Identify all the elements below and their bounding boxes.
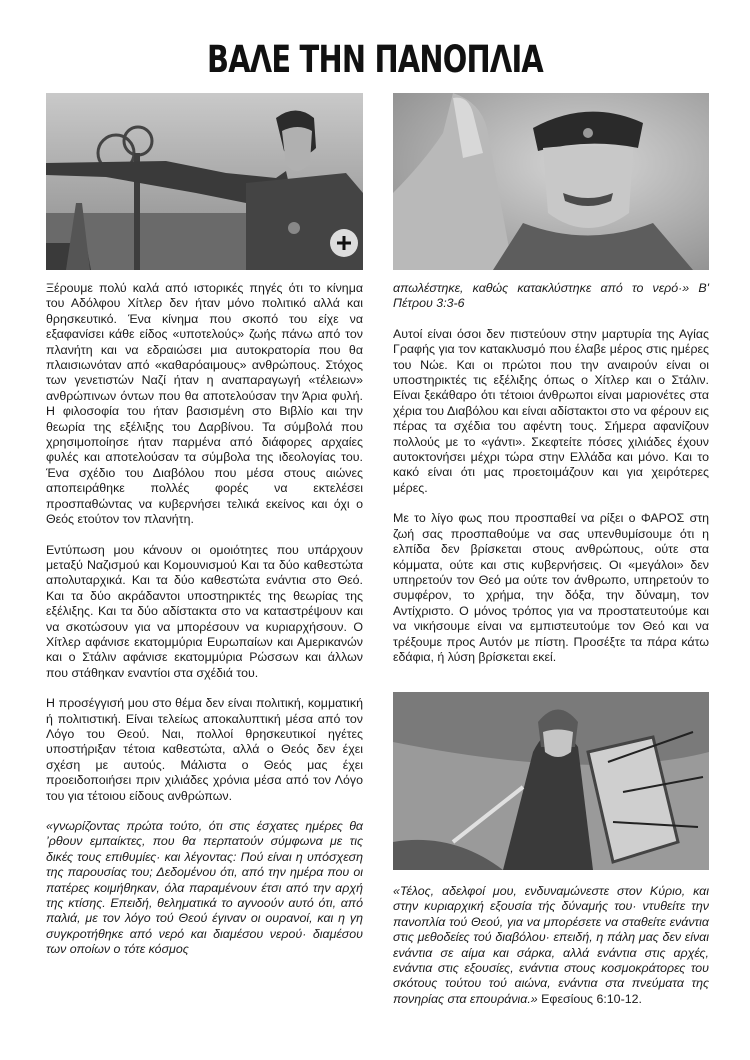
right-paragraph-2: Με το λίγο φως που προσπαθεί να ρίξει ο ΦΑΡΟΣ στη ζωή σας προσπαθούμε να σας υπενθυμίσουμε ότι η ελπίδα δεν βρίσκεται στους ανθρώπους, ούτε στα κόμματα, ούτε και στις κυβερνήσεις. Οι «μεγάλοι» δεν υπηρετούν τον Θεό μα ούτε τον άνθρωπο, υπηρετούν το συμφέρον, το χρήμα, την δόξα, την δύναμη, τον Αντίχριστο. Ο μόνος τρόπος για να προστατευτούμε και να νικήσουμε είναι να εμπιστευτούμε τον Θεό και να τρέξουμε προς Αυτόν με πίστη. Προσέξτε τα πάρα κάτω εδάφια, ή λύση βρίσκεται εκεί.	[393, 511, 709, 664]
ephesians-quote-text: «Τέλος, αδελφοί μου, ενδυναμώνεστε στον Κύριο, και στην κυριαρχική εξουσία τής δύναμής του· ντυθείτε την πανοπλία τού Θεού, για να μπορέσετε να σταθείτε ενάντια στις μεθοδείες τού διαβόλου· επειδή, η πάλη μας δεν είναι ενάντια σε αίμα και σάρκα, αλλά ενάντια στις αρχές, ενάντια στις εξουσίες, ενάντια στους κοσμοκράτορες του σκότους τούτου τού αιώνα, ενάντια στα πνεύματα της πονηρίας στα επουράνια.»	[393, 884, 709, 1006]
photo-armored-soldier	[393, 692, 709, 870]
left-paragraph-3: Η προσέγγισή μου στο θέμα δεν είναι πολιτική, κομματική ή πολιτιστική. Είναι τελείως αποκαλυπτική μέσα από τον Λόγο του Θεού. Ναι, πολλοί θρησκευτικοί ηγέτες υποστήριξαν τέτοια καθεστώτα, αλλά ο Θεός δεν έχει σχέση με αυτούς. Μάλιστα ο Θεός μας έχει προειδοποιήσει πριν χιλιάδες χρόνια μέσα από τον Λόγο του για τέτοιου είδους ανθρώπων.	[46, 696, 363, 803]
photo-hitler-salute	[46, 93, 363, 270]
left-paragraph-2: Εντύπωση μου κάνουν οι ομοιότητες που υπάρχουν μεταξύ Ναζισμού και Κομουνισμού Και τα δύο καθεστώτα απολυταρχικά. Και τα δύο καθεστώτα ενάντια στο Θεό. Και τα δύο ακράδαντοι υποστηρικτές της θεωρίας της εξέλιξης. Και τα δύο αδίστακτα στο να καταστρέψουν και να σκοτώσουν για να μπορέσουν να κυριαρχήσουν. Ο Χίτλερ αφάνισε εκατομμύρια Ευρωπαίων και Αμερικανών και ο Στάλιν αφάνισε εκατομμύρια Ρώσσων και άλλων που στάθηκαν εναντίοι στα σχέδιά του.	[46, 542, 363, 680]
right-quote-ephesians	[393, 884, 709, 1007]
right-quote-end: απωλέστηκε, καθώς κατακλύστηκε από το νερό·» Β' Πέτρου 3:3-6	[393, 281, 709, 311]
right-paragraph-1: Αυτοί είναι όσοι δεν πιστεύουν στην μαρτυρία της Αγίας Γραφής για τον κατακλυσμό που έλαβε μέρος στις ημέρες του Νώε. Και οι πρώτοι που την αναιρούν είναι οι υποστηρικτές τις εξέλιξης όπως ο Χίτλερ και ο Στάλιν. Είναι ξεκάθαρο ότι τέτοιοι άνθρωποι είναι μαριονέτες στα χέρια του Διαβόλου και είναι αδίστακτοι στο να φέρουν εις πέρας τα σχέδια του αφέντη τους. Σήμερα αφανίζουν πολλούς με το «γάντι». Σκεφτείτε πόσες χιλιάδες έχουν αυτοκτονήσει μέχρι τώρα στην Ελλάδα και μόνο. Και το κακό είναι ότι μας προετοιμάζουν και για χειρότερες μέρες.	[393, 326, 709, 495]
page-title: ΒΑΛΕ ΤΗΝ ΠΑΝΟΠΛΙΑ	[207, 38, 543, 81]
ephesians-reference: Εφεσίους 6:10-12.	[541, 991, 642, 1006]
left-quote-peter: «γνωρίζοντας πρώτα τούτο, ότι στις έσχατες ημέρες θα ’ρθουν εμπαίκτες, που θα περπατούν σύμφωνα με τις δικές τους επιθυμίες· και λέγοντας: Πού είναι η υπόσχεση της παρουσίας του; Δεδομένου ότι, από την ημέρα που οι πατέρες κοιμήθηκαν, όλα παραμένουν έτσι από την αρχή της κτίσης. Επειδή, θεληματικά το αγνοούν αυτό ότι, από παλιά, με τον λόγο τού Θεού έγιναν οι ουρανοί, και η γη συγκροτήθηκε από νερό και διαμέσου νερού· διαμέσου των οποίων ο τότε κόσμος	[46, 819, 363, 957]
right-column-top	[393, 281, 709, 680]
left-column	[46, 281, 363, 973]
left-paragraph-1: Ξέρουμε πολύ καλά από ιστορικές πηγές ότι το κίνημα του Αδόλφου Χίτλερ δεν ήταν μόνο πολιτικό αλλά και θρησκευτικό. Ένα κίνημα που σκοπό του είχε να εξαφανίσει κάθε είδος «υποτελούς» ζωής πάνω από τον πλανήτη και να εδραιώσει μια αυτοκρατορία που θα πλαισιωνόταν από «καθαρόαιμους» ανθρώπους. Στόχος των γενετιστών Ναζί ήταν η αναπαραγωγή «τέλειων» ανθρώπινων όντων που θα αποτελούσαν την Άρια φυλή. Η φιλοσοφία του ήταν βασισμένη στο Βιβλίο και την θεωρία της εξέλιξης του Δαρβίνου. Τα σύμβολά που χρησιμοποίησε ήταν παρμένα από διάφορες αρχαίες φυλές και αποτελούσαν τα σύμβολα της ιδεολογίας του. Ένα σχέδιο του Διαβόλου που μέσα στους αιώνες αποπειράθηκε πολλές φορές να εκτελέσει προσπαθώντας να κυβερνήσει τελικά εκείνος και όχι ο Θεός ετούτον τον πλανήτη.	[46, 281, 363, 527]
right-column-bottom	[393, 884, 709, 1022]
photo-stalin-wave	[393, 93, 709, 270]
